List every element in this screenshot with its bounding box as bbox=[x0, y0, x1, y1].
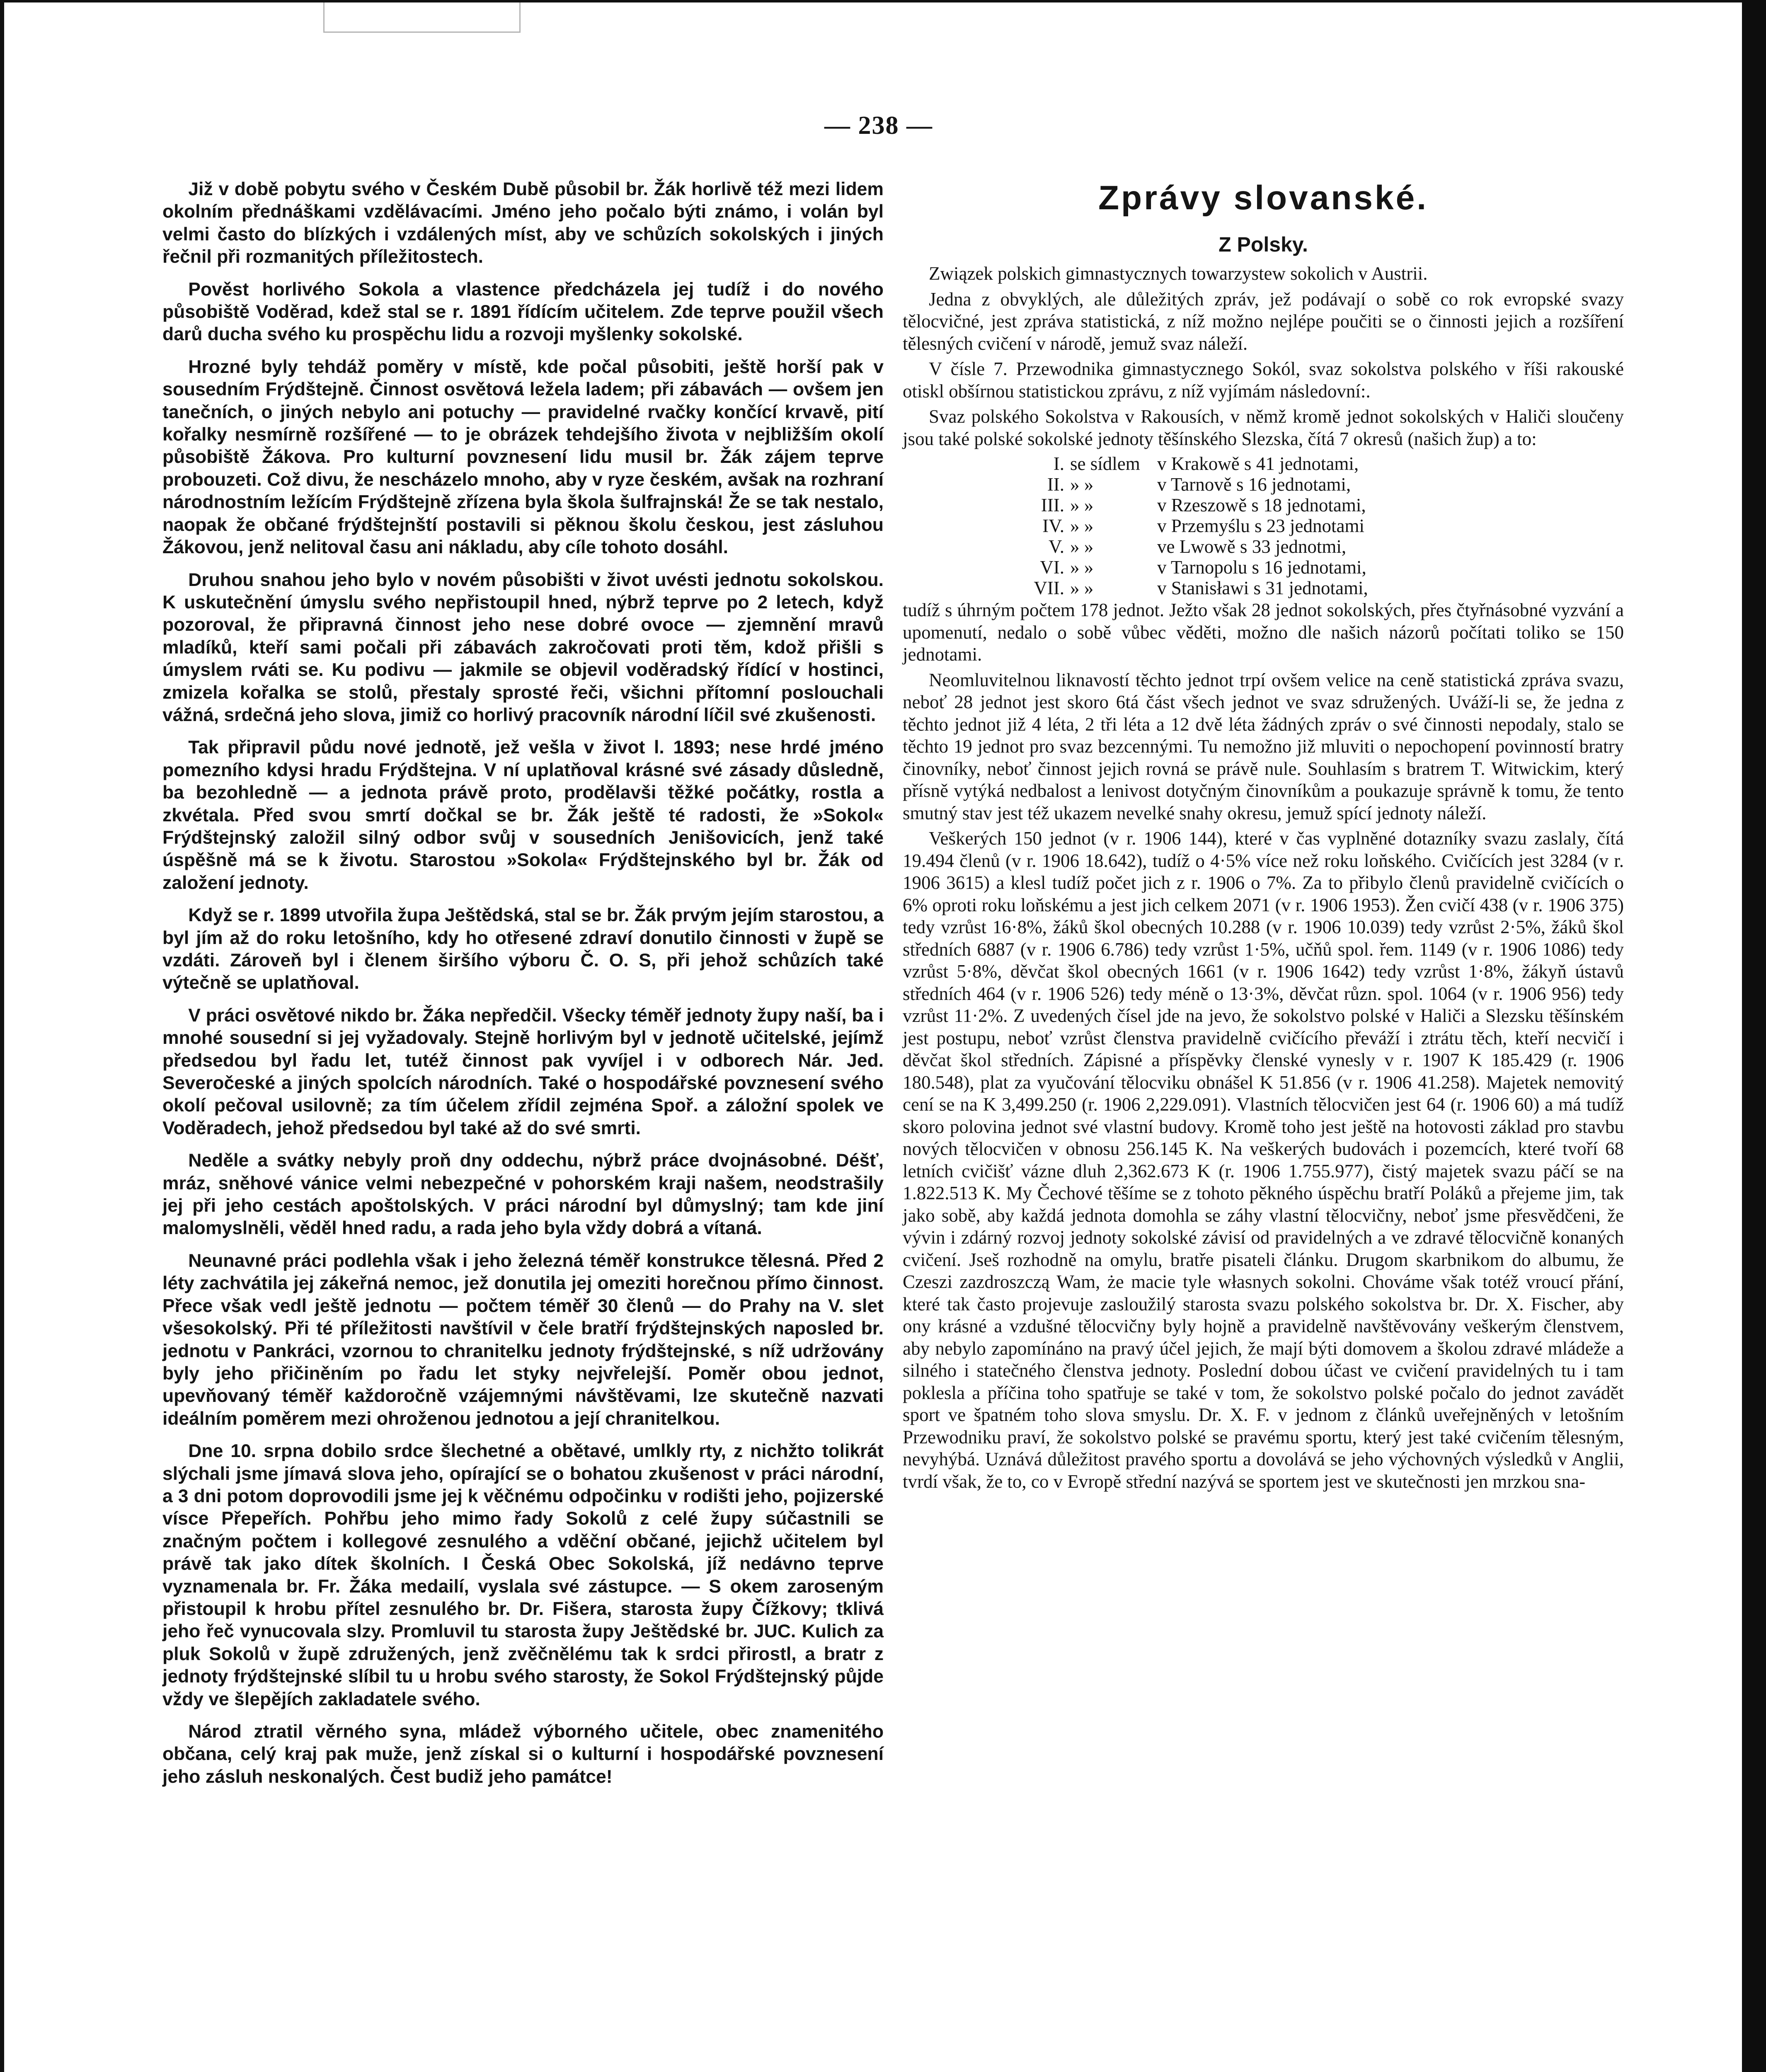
district-list bbox=[903, 453, 1624, 598]
district-item bbox=[903, 516, 1624, 536]
district-number: III. bbox=[1041, 495, 1064, 516]
district-number: IV. bbox=[1042, 516, 1064, 536]
left-paragraph: Tak připravil půdu nové jednotě, jež vešla v život l. 1893; nese hrdé jméno pomezního kdysi hradu Frýdštejna. V ní uplatňoval krásné své zásady důsledně, ba bezohledně — a jednota právě proto, prodělavši těžké počátky, rostla a zkvétala. Před svou smrtí dočkal se br. Žák ještě té radosti, že »Sokol« Frýdštejnský založil silný odbor svůj v sousedních Jenišovicích, jenž také úspěšně má se k životu. Starostou »Sokola« Frýdštejnského byl br. Žák od založení jednoty. bbox=[162, 737, 884, 893]
left-paragraph: V práci osvětové nikdo br. Žáka nepředčil. Všecky téměř jednoty župy naší, ba i mnohé sousední si jej vyžadovaly. Stejně horlivým byl v jednotě učitelské, jejímž předsedou byl řadu let, tutéž činnost pak vyvíjel i v odborech Nár. Jed. Severočeské a jiných spolcích národních. Také o hospodářské povznesení svého okolí pečoval usilovně; za tím účelem zřídil zejména Spoř. a záložní spolek ve Voděradech, jehož předsedou byl také až do své smrti. bbox=[162, 1005, 884, 1138]
district-number: I. bbox=[1053, 453, 1064, 474]
district-seat: » » bbox=[1070, 557, 1094, 578]
right-paragraph: Jedna z obvyklých, ale důležitých zpráv, jež podávají o sobě co rok evropské svazy tělocvičné, jest zpráva statistická, z níž možno nejlépe poučiti se o činnosti jejich a rozšíření tělesných cvičení v národě, jemuž svaz náleží. bbox=[903, 288, 1624, 354]
scan-border-left bbox=[0, 0, 4, 2072]
district-item bbox=[903, 536, 1624, 557]
section-subtitle: Z Polsky. bbox=[1219, 233, 1308, 256]
district-item bbox=[903, 557, 1624, 578]
district-seat: » » bbox=[1070, 495, 1094, 516]
district-place: v Przemyślu s 23 jednotami bbox=[1157, 516, 1364, 536]
district-number: VI. bbox=[1040, 557, 1064, 578]
left-paragraph: Pověst horlivého Sokola a vlastence předcházela jej tudíž i do nového působiště Voděrad, kdež stal se r. 1891 řídícím učitelem. Zde teprve použil všech darů ducha svého ku prospěchu lidu a rozvoji myšlenky sokolské. bbox=[162, 279, 884, 345]
right-paragraph: Związek polskich gimnastycznych towarzystew sokolich v Austrii. bbox=[929, 263, 1428, 284]
left-paragraph: Hrozné byly tehdáž poměry v místě, kde počal působiti, ještě horší pak v sousedním Frýdštejně. Činnost osvětová ležela ladem; při zábavách — ovšem jen tanečních, o jiných nebylo ani potuchy — pravidelné rvačky končící krvavě, pití kořalky nesmírně rozšířené — to je obrázek tehdejšího života v nejbližším okolí působiště Žákova. Pro kulturní povznesení lidu musil br. Žák zájem teprve probouzeti. Což divu, že nescházelo mnoho, aby v ryze českém, avšak na rozhraní národnostním ležícím Frýdštejně zřízena byla škola šulfrajnská! Že se tak nestalo, naopak že občané frýdštejnští postavili si pěknou školu českou, jest zásluhou Žákovou, jenž nelitoval času ani nákladu, aby cíle tohoto dosáhl. bbox=[162, 356, 884, 558]
district-number: V. bbox=[1049, 536, 1064, 557]
district-number: VII. bbox=[1034, 578, 1064, 598]
district-place: ve Lwowě s 33 jednotmi, bbox=[1157, 536, 1347, 557]
district-item bbox=[903, 578, 1624, 598]
scan-edge-mark bbox=[323, 2, 521, 33]
district-seat: se sídlem bbox=[1070, 453, 1140, 474]
left-column bbox=[162, 178, 884, 1798]
left-paragraph: Neunavné práci podlehla však i jeho železná téměř konstrukce tělesná. Před 2 léty zachvátila jej zákeřná nemoc, jež donutila jej omeziti horečnou přímo činnost. Přece však vedl ještě jednotu — počtem téměř 30 členů — do Prahy na V. slet všesokolský. Při té příležitosti navštívil v čele bratří frýdštejnských naposled br. jednotu v Pankráci, vzornou to chranitelku jednoty frýdštejnské, s níž udržovány byly jeho přičiněním po řadu let styky nejvřelejší. Poměr obou jednot, upevňovaný téměř každoročně vzájemnými návštěvami, lze skutečně nazvati ideálním poměrem mezi ohroženou jednotou a její chranitelkou. bbox=[162, 1250, 884, 1429]
district-place: v Rzeszowě s 18 jednotami, bbox=[1157, 495, 1366, 516]
left-paragraph: Neděle a svátky nebyly proň dny oddechu, nýbrž práce dvojnásobné. Déšť, mráz, sněhové vánice velmi nebezpečné v pohorském kraji našem, neodstrašily jej při jeho cestách apoštolských. V práci národní byl důmyslný; tam kde jiní malomyslněli, věděl hned radu, a rada jeho byla vždy dobrá a vítaná. bbox=[162, 1150, 884, 1239]
right-paragraph: Svaz polského Sokolstva v Rakousích, v němž kromě jednot sokolských v Haliči sloučeny jsou také polské sokolské jednoty těšínského Slezska, čítá 7 okresů (našich žup) a to: bbox=[903, 406, 1624, 449]
right-paragraph: tudíž s úhrným počtem 178 jednot. Ježto však 28 jednot sokolských, přes čtyřnásobné vyzvání a upomenutí, nedalo o sobě vůbec věděti, možno dle našich názorů počítati toliko se 150 jednotami. bbox=[903, 600, 1624, 665]
scan-border-right bbox=[1742, 0, 1766, 2072]
left-paragraph: Druhou snahou jeho bylo v novém působišti v život uvésti jednotu sokolskou. K uskutečnění úmyslu svého nepřistoupil hned, nýbrž teprve po 2 letech, když pozoroval, že připravná činnost jeho nese dobré ovoce — zjemnění mravů mladíků, kteří sami počali při zábavách zakročovati proti těm, kdož přišli s úmyslem rváti se. Ku podivu — jakmile se objevil voděradský řídící v hostinci, zmizela kořalka se stolů, přestaly sprosté řeči, všichni přítomní poslouchali vážná, srdečná jeho slova, jimiž co horlivý pracovník národní líčil své zkušenosti. bbox=[162, 569, 884, 725]
district-item bbox=[903, 495, 1624, 516]
right-column bbox=[903, 178, 1624, 1496]
right-paragraph: V čísle 7. Przewodnika gimnastycznego Sokól, svaz sokolstva polského v říši rakouské otiskl obšírnou statistickou zprávu, z níž vyjímám následovní:. bbox=[903, 358, 1624, 402]
left-paragraph: Již v době pobytu svého v Českém Dubě působil br. Žák horlivě též mezi lidem okolním přednáškami vzdělávacími. Jméno jeho počalo býti známo, i volán byl velmi často do blízkých i vzdálených míst, aby ve schůzích sokolských i jiných řečnil při rozmanitých příležitostech. bbox=[162, 179, 884, 267]
district-place: v Tarnově s 16 jednotami, bbox=[1157, 474, 1351, 495]
district-place: v Tarnopolu s 16 jednotami, bbox=[1157, 557, 1366, 578]
district-seat: » » bbox=[1070, 578, 1094, 598]
section-title: Zprávy slovanské. bbox=[1098, 179, 1429, 217]
left-paragraph: Když se r. 1899 utvořila župa Ještědská, stal se br. Žák prvým jejím starostou, a byl jím až do roku letošního, kdy ho otřesené zdraví donutilo činnosti v župě se vzdáti. Zároveň byl i členem širšího výboru Č. O. S, při jehož schůzích také výtečně se uplatňoval. bbox=[162, 905, 884, 993]
right-paragraph: Veškerých 150 jednot (v r. 1906 144), které v čas vyplněné dotazníky svazu zaslaly, čítá 19.494 členů (v r. 1906 18.642), tudíž o 4·5% více než roku loňského. Cvičících jest 3284 (v r. 1906 3615) a klesl tudíž počet jich z r. 1906 o 7%. Za to přibylo členů pravidelně cvičících o 6% oproti roku loňskému a jest jich celkem 2071 (v r. 1906 1953). Žen cvičí 438 (v r. 1906 375) tedy vzrůst 16·8%, žáků škol obecných 10.288 (v r. 1906 10.039) tedy vzrůst 2·5%, žáků škol středních 6887 (v r. 1906 6.786) tedy vzrůst 1·5%, učňů spol. řem. 1149 (v r. 1906 1086) tedy vzrůst 5·8%, děvčat škol obecných 1661 (v r. 1906 1642) tedy vzrůst 1·8%, žákyň ústavů středních 464 (v r. 1906 526) tedy méně o 13·3%, děvčat různ. spol. 1064 (v r. 1906 956) tedy vzrůst 11·2%. Z uvedených čísel jde na jevo, že sokolstvo polské v Haliči a Slezsku těšínském jest postupu, neboť vzrůst členstva pravidelně cvičícího převáží i ztrátu těch, kteří necvičí i děvčat škol středních. Zápisné a příspěvky členské vynesly v r. 1907 K 185.429 (r. 1906 180.548), plat za vyučování tělocviku obnášel K 51.856 (v r. 1906 41.258). Majetek nemovitý cení se na K 3,499.250 (r. 1906 2,229.091). Vlastních tělocvičen jest 64 (r. 1906 60) a má tudíž skoro polovina jednot své vlastní budovy. Kromě toho jest ještě na hotovosti základ pro stavbu nových tělocvičen v obnosu 256.145 K. Na veškerých budovách i pozemcích, které tvoří 68 letních cvičišť vázne dluh 2,362.673 K (r. 1906 1.755.977), čistý majetek svazu páčí se na 1.822.513 K. My Čechové těšíme se z tohoto pěkného úspěchu bratří Poláků a přejeme jim, tak jako sobě, aby každá jednota domohla se záhy vlastní tělocvičny, neboť jsme přesvědčeni, že vývin i zdárný rozvoj jednoty sokolské závisí od pravidelných a ve zdravé tělocvičně konaných cvičení. Jseš rozhodně na omylu, bratře pisateli článku. Drugom skarbnikom do albumu, že Czeszi zazdroszczą Wam, że macie tyle własnych sokolni. Chováme však totéž vroucí přání, které tak často projevuje zasloužilý starosta svazu polského sokolstva br. Dr. X. Fischer, aby ony krásné a vzdušné tělocvičny byly hojně a pravidelně navštěvovány veškerým členstvem, aby nebylo zapomínáno na pravý účel jejich, že mají býti domovem a školou zdravé mládeže a silného i statečného členstva jednoty. Poslední dobou účast ve cvičení pravidelných tu i tam poklesla a příčina toho spatřuje se také v tom, že sokolstvo polské počalo do jednot zavádět sport ve špatném toho slova smyslu. Dr. X. F. v jednom z článků uveřejněných v letošním Przewodniku praví, že sokolstvo polské se pravému sportu, který jest také cvičením tělesným, nevyhýbá. Uznává důležitost pravého sportu a dovolává se jeho výchovných výsledků v Anglii, tvrdí však, že to, co v Evropě střední nazývá se sportem jest ve skutečnosti jen mrzkou sna- bbox=[903, 828, 1624, 1492]
district-seat: » » bbox=[1070, 536, 1094, 557]
scan-border-top bbox=[0, 0, 1766, 2]
right-paragraph: Neomluvitelnou liknavostí těchto jednot trpí ovšem velice na ceně statistická zpráva svazu, neboť 28 jednot jest skoro 6tá část všech jednot ve svaz sdružených. Uváží-li se, že jedna z těchto jednot již 4 léta, 2 tři léta a 12 dvě léta žádných zpráv o své činnosti nepodaly, stalo se těchto 19 jednot pro svaz bezcennými. Tu nemožno již mluviti o nepochopení povinností bratry činovníky, neboť činnost jejich rovná se právě nule. Souhlasím s bratrem T. Witwickim, který přísně vytýká nedbalost a lenivost dotyčným činovníkům a poukazuje správně k tomu, že tento smutný stav jest též ukazem nevelké snahy okresu, jemuž spící jednoty náleží. bbox=[903, 669, 1624, 823]
district-seat: » » bbox=[1070, 516, 1094, 536]
district-place: v Krakowě s 41 jednotami, bbox=[1157, 453, 1359, 474]
left-paragraph: Národ ztratil věrného syna, mládež výborného učitele, obec znamenitého občana, celý kraj pak muže, jenž získal si o kulturní i hospodářské povznesení jeho zásluh neskonalých. Čest budiž jeho památce! bbox=[162, 1721, 884, 1787]
district-item bbox=[903, 474, 1624, 495]
district-place: v Stanisławi s 31 jednotami, bbox=[1157, 578, 1368, 598]
district-seat: » » bbox=[1070, 474, 1094, 495]
district-number: II. bbox=[1047, 474, 1064, 495]
page-number: — 238 — bbox=[824, 111, 933, 140]
district-item bbox=[903, 453, 1624, 474]
left-paragraph: Dne 10. srpna dobilo srdce šlechetné a obětavé, umlkly rty, z nichžto tolikrát slýchali jsme jímavá slova jeho, opírající se o bohatou zkušenost v práci národní, a 3 dni potom doprovodili jsme jej k věčnému odpočinku v rodišti jeho, pojizerské vísce Přepeřích. Pohřbu jeho mimo řady Sokolů z celé župy súčastnili se značným počtem i kollegové zesnulého a vděční občané, jejichž učitelem byl právě tak jako dítek školních. I Česká Obec Sokolská, jíž nedávno teprve vyznamenala br. Fr. Žáka medailí, vyslala své zástupce. — S okem zaroseným přistoupil k hrobu přítel zesnulého br. Dr. Fišera, starosta župy Čížkovy; tklivá jeho řeč vynucovala slzy. Promluvil tu starosta župy Ještědské br. JUC. Kulich za pluk Sokolů v župě združených, jenž zvěčnělému tak k srdci přirostl, a bratr z jednoty frýdštejnské slíbil tu u hrobu svého starosty, že Sokol Frýdštejnský půjde vždy ve šlepějích zakladatele svého. bbox=[162, 1441, 884, 1709]
